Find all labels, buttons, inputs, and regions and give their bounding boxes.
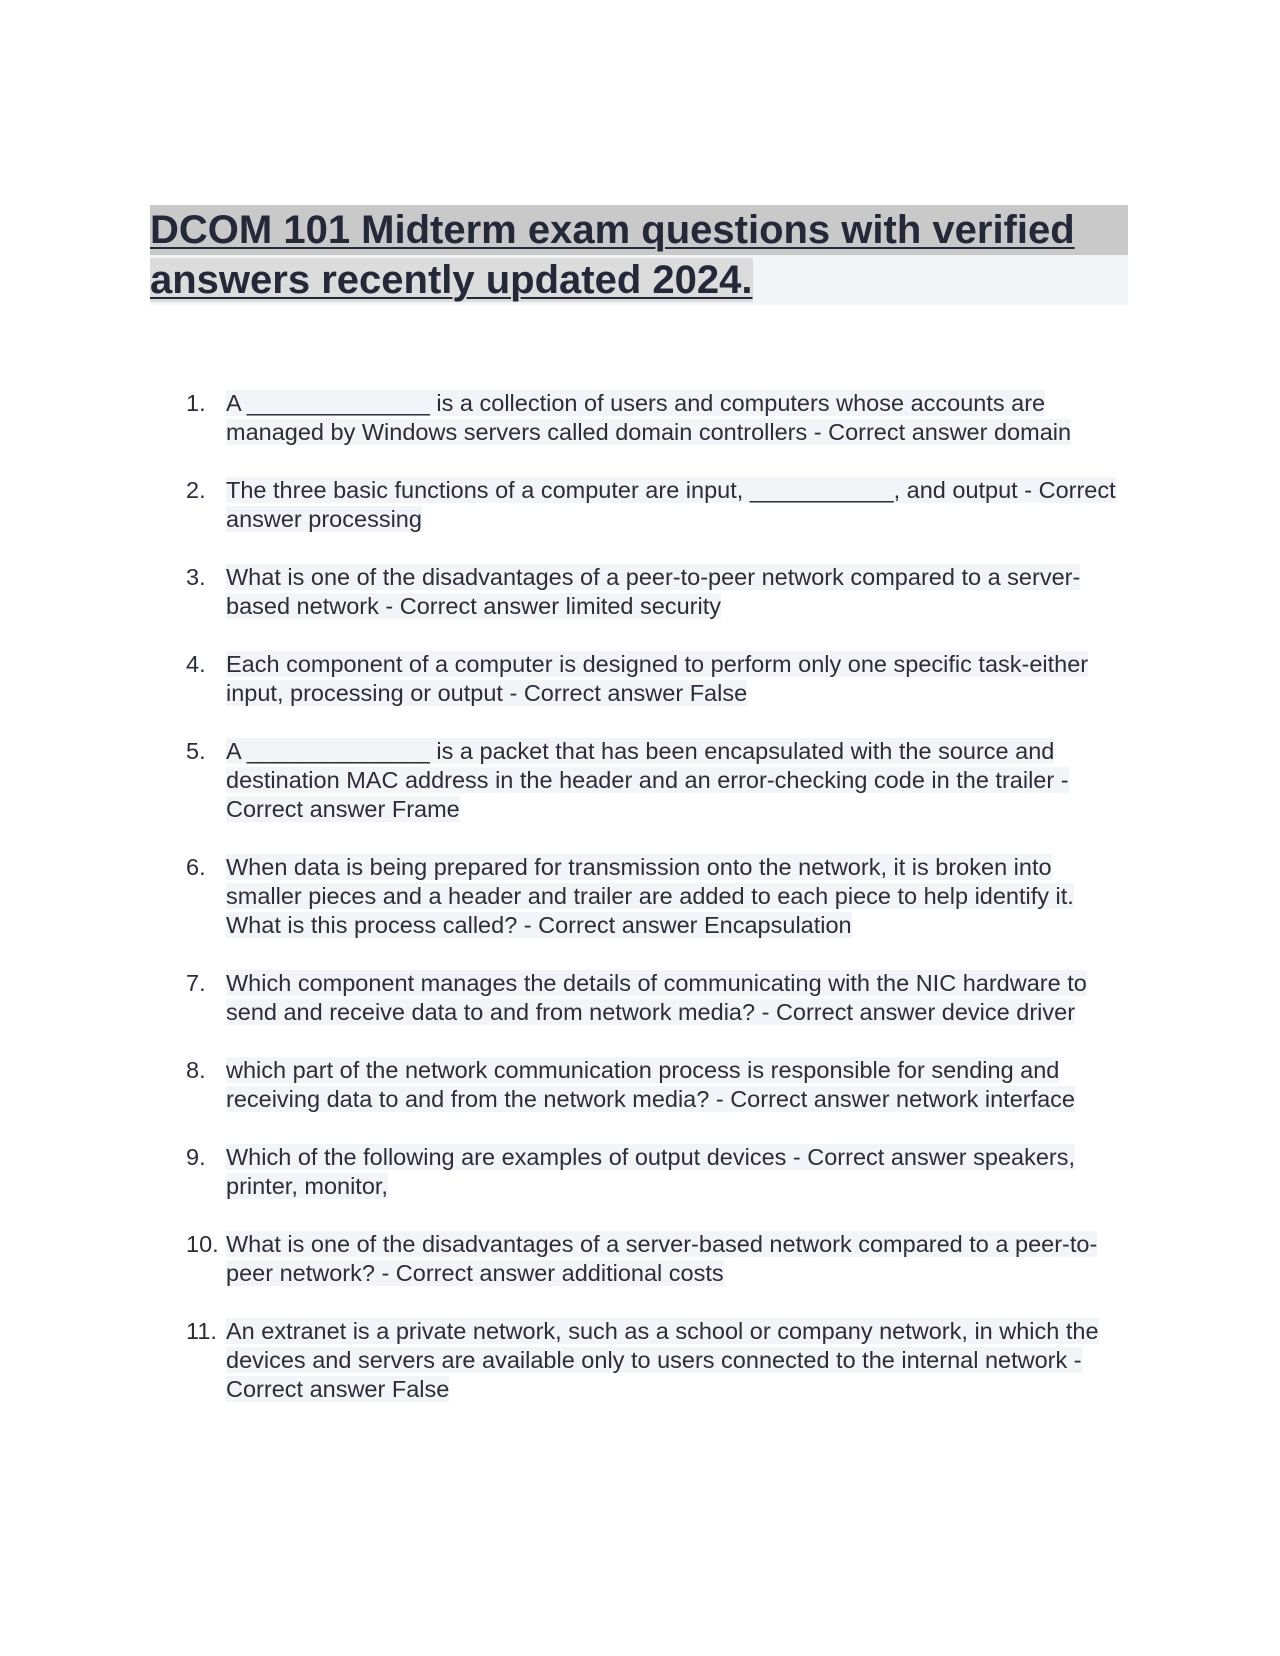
question-number: 11. bbox=[186, 1318, 217, 1344]
list-item bbox=[186, 1143, 1126, 1201]
list-item bbox=[186, 969, 1126, 1027]
question-text: An extranet is a private network, such as a school or company network, in which the devices and servers are available only to users connected to the internal network - Correct answer False bbox=[226, 1318, 1099, 1402]
question-number: 6. bbox=[186, 854, 206, 880]
list-item bbox=[186, 650, 1126, 708]
list-item bbox=[186, 389, 1126, 447]
question-list bbox=[186, 389, 1126, 1433]
title-line-1: DCOM 101 Midterm exam questions with verified bbox=[150, 205, 1128, 255]
list-item bbox=[186, 737, 1126, 824]
question-text: Which component manages the details of communicating with the NIC hardware to send and receive data to and from network media? - Correct answer device driver bbox=[226, 970, 1087, 1025]
question-number: 1. bbox=[186, 390, 206, 416]
list-item bbox=[186, 853, 1126, 940]
list-item bbox=[186, 563, 1126, 621]
question-number: 3. bbox=[186, 564, 206, 590]
question-text: A ______________ is a collection of users and computers whose accounts are managed by Windows servers called domain controllers - Correct answer domain bbox=[226, 390, 1072, 445]
question-text: What is one of the disadvantages of a peer-to-peer network compared to a server-based network - Correct answer limited security bbox=[226, 564, 1081, 619]
list-item bbox=[186, 1317, 1126, 1404]
list-item bbox=[186, 1230, 1126, 1288]
list-item bbox=[186, 476, 1126, 534]
question-number: 5. bbox=[186, 738, 206, 764]
question-text: which part of the network communication process is responsible for sending and receiving data to and from the network media? - Correct answer network interface bbox=[226, 1057, 1076, 1112]
title-line-2 bbox=[150, 255, 1128, 305]
document-title bbox=[150, 205, 1128, 305]
question-text: What is one of the disadvantages of a server-based network compared to a peer-to-peer network? - Correct answer additional costs bbox=[226, 1231, 1098, 1286]
question-text: The three basic functions of a computer are input, ___________, and output - Correct answer processing bbox=[226, 477, 1116, 532]
question-number: 9. bbox=[186, 1144, 206, 1170]
question-text: Which of the following are examples of output devices - Correct answer speakers, printer, monitor, bbox=[226, 1144, 1076, 1199]
title-line-2-text: answers recently updated 2024. bbox=[150, 258, 753, 302]
question-text: A ______________ is a packet that has been encapsulated with the source and destination MAC address in the header and an error-checking code in the trailer - Correct answer Frame bbox=[226, 738, 1069, 822]
question-number: 8. bbox=[186, 1057, 206, 1083]
question-number: 2. bbox=[186, 477, 206, 503]
question-number: 7. bbox=[186, 970, 206, 996]
list-item bbox=[186, 1056, 1126, 1114]
question-text: When data is being prepared for transmission onto the network, it is broken into smaller pieces and a header and trailer are added to each piece to help identify it. What is this process called? - Correct answer Encapsulation bbox=[226, 854, 1074, 938]
question-number: 4. bbox=[186, 651, 206, 677]
question-number: 10. bbox=[186, 1231, 219, 1257]
question-text: Each component of a computer is designed to perform only one specific task-either input, processing or output - Correct answer False bbox=[226, 651, 1089, 706]
